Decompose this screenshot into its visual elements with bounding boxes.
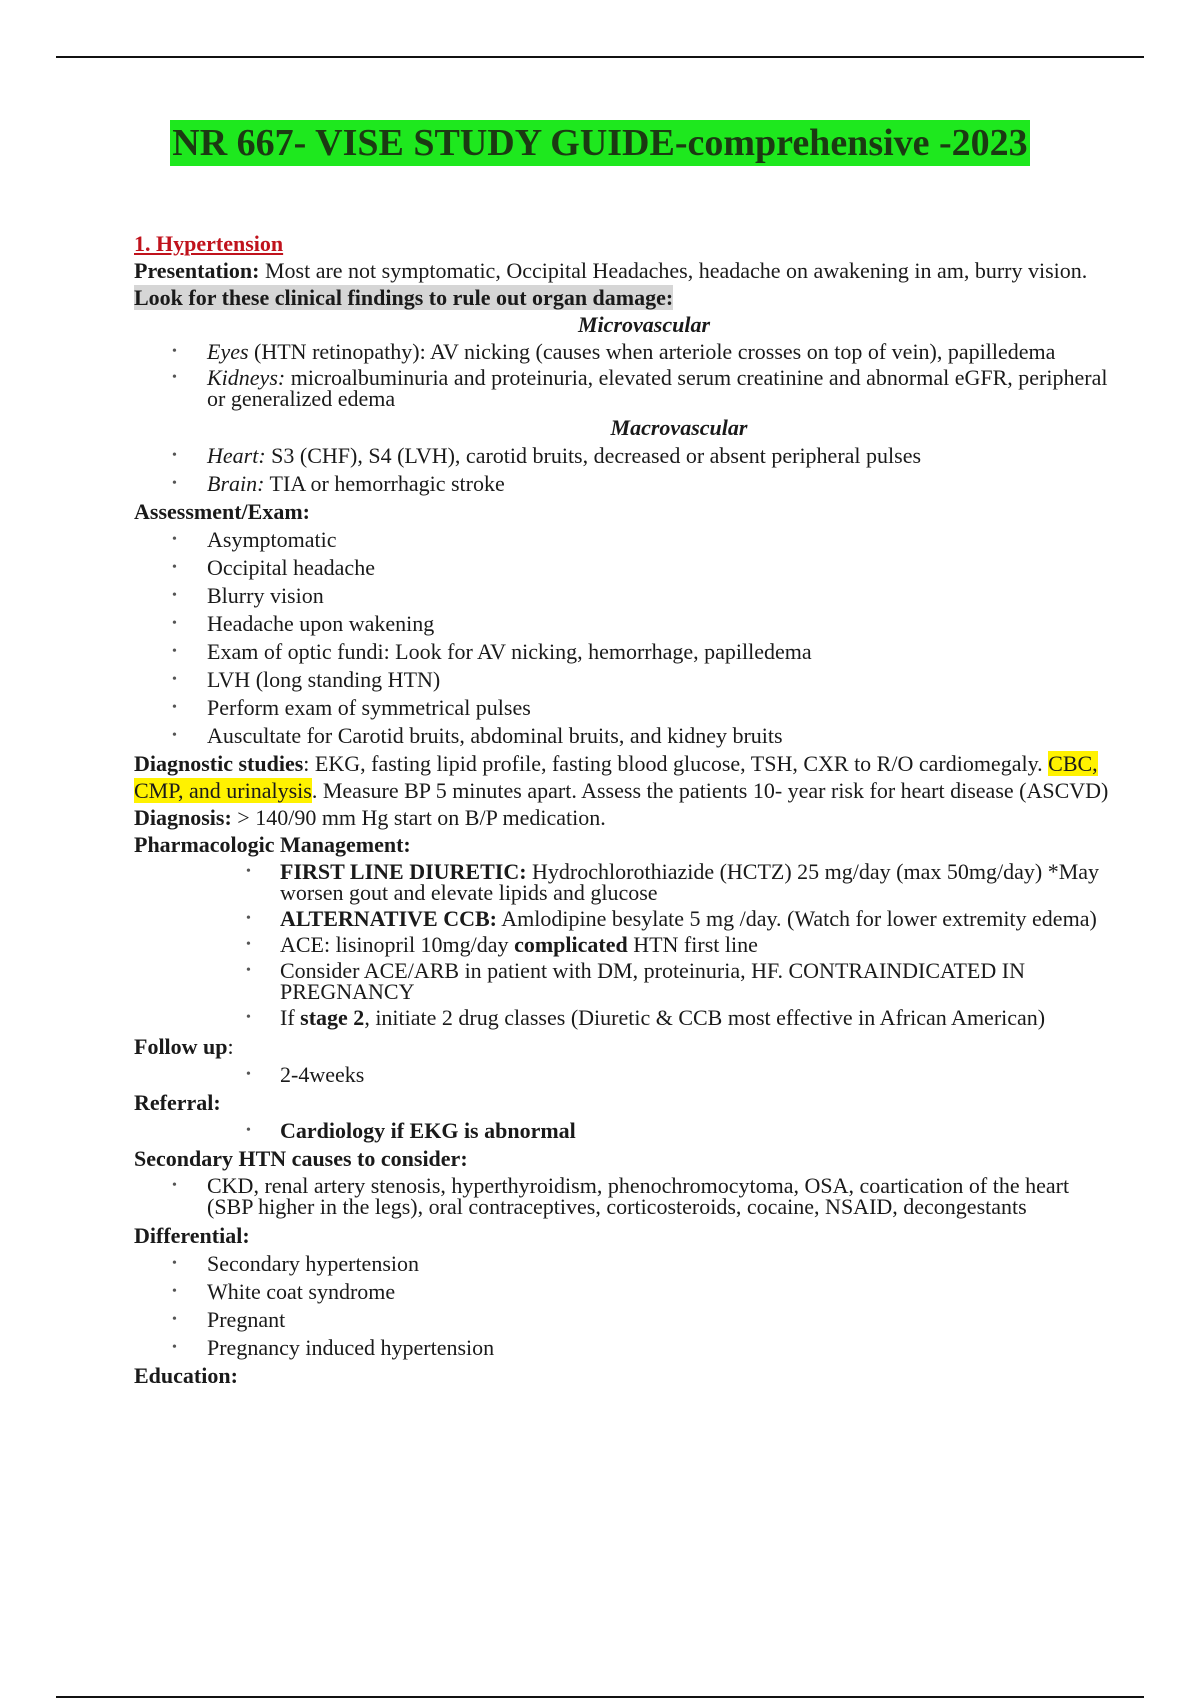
list-item — [134, 666, 1114, 693]
organ-damage-label: Look for these clinical findings to rule out organ damage: — [134, 285, 674, 310]
item-text: Pregnant — [207, 1307, 286, 1332]
item-term: Brain: — [207, 471, 265, 496]
list-item — [134, 908, 1114, 929]
item-text: Secondary hypertension — [207, 1251, 419, 1276]
bullet-icon: • — [172, 616, 177, 631]
list-item — [134, 526, 1114, 553]
item-term: Eyes — [207, 339, 249, 364]
presentation-label: Presentation: — [134, 258, 260, 283]
macrovascular-heading: Macrovascular — [610, 415, 748, 440]
item-text: Blurry vision — [207, 583, 324, 608]
bullet-icon: • — [172, 560, 177, 575]
item-text: CKD, renal artery stenosis, hyperthyroidism, phenochromocytoma, OSA, coartication of the heart (SBP higher in the legs), oral contraceptives, corticosteroids, cocaine, NSAID, decongestants — [207, 1173, 1070, 1219]
list-item — [134, 1061, 1114, 1088]
bottom-rule — [56, 1696, 1144, 1698]
item-text-continued: HTN first line — [627, 932, 758, 957]
list-item — [134, 861, 1114, 903]
title-container — [0, 120, 1200, 166]
document-title: NR 667- VISE STUDY GUIDE-comprehensive -2023 — [172, 122, 1028, 164]
item-text: Perform exam of symmetrical pulses — [207, 695, 531, 720]
bullet-icon: • — [246, 1010, 251, 1025]
list-item — [134, 1306, 1114, 1333]
item-term: Kidneys: — [207, 365, 286, 390]
assessment-label: Assessment/Exam: — [134, 499, 310, 524]
differential-list — [134, 1250, 1114, 1361]
item-text: Amlodipine besylate 5 mg /day. (Watch for lower extremity edema) — [497, 906, 1097, 931]
education-label: Education: — [134, 1363, 238, 1388]
item-bold: complicated — [514, 932, 628, 957]
differential-label: Differential: — [134, 1223, 250, 1248]
list-item — [134, 638, 1114, 665]
section-heading — [134, 230, 1114, 257]
item-text: White coat syndrome — [207, 1279, 396, 1304]
bullet-icon: • — [172, 700, 177, 715]
item-text: microalbuminuria and proteinuria, elevated serum creatinine and abnormal eGFR, peripheral or generalized edema — [207, 365, 1108, 411]
list-item — [134, 1175, 1114, 1217]
list-item — [134, 582, 1114, 609]
diagnostic-text-continued: . Measure BP 5 minutes apart. Assess the patients 10- year risk for heart disease (ASCVD) — [311, 778, 1109, 803]
list-item — [134, 934, 1114, 955]
bullet-icon: • — [172, 344, 177, 359]
pharm-list — [134, 861, 1114, 1028]
followup-label: Follow up — [134, 1034, 228, 1059]
list-item — [134, 1007, 1114, 1028]
list-item — [134, 694, 1114, 721]
bullet-icon: • — [172, 448, 177, 463]
pharm-label: Pharmacologic Management: — [134, 832, 411, 857]
item-text: LVH (long standing HTN) — [207, 667, 441, 692]
item-text: Occipital headache — [207, 555, 375, 580]
item-text: Cardiology if EKG is abnormal — [280, 1118, 576, 1143]
list-item — [134, 341, 1114, 362]
bullet-icon: • — [172, 476, 177, 491]
microvascular-list — [134, 341, 1114, 409]
item-text: If — [280, 1005, 301, 1030]
bullet-icon: • — [172, 532, 177, 547]
organ-damage-line — [134, 284, 1114, 311]
list-item — [134, 470, 1114, 497]
list-item — [134, 960, 1114, 1002]
bullet-icon: • — [172, 644, 177, 659]
bullet-icon: • — [246, 864, 251, 879]
referral-list — [134, 1117, 1114, 1144]
item-text-continued: , initiate 2 drug classes (Diuretic & CCB most effective in African American) — [364, 1005, 1046, 1030]
macrovascular-list — [134, 442, 1114, 497]
bullet-icon: • — [172, 1178, 177, 1193]
top-rule — [56, 56, 1144, 58]
item-text: TIA or hemorrhagic stroke — [264, 471, 505, 496]
diagnosis-text: > 140/90 mm Hg start on B/P medication. — [231, 805, 606, 830]
list-item — [134, 722, 1114, 749]
presentation-paragraph — [134, 257, 1114, 284]
followup-list — [134, 1061, 1114, 1088]
item-text: Hydrochlorothiazide (HCTZ) 25 mg/day (max 50mg/day) *May worsen gout and elevate lipids and glucose — [280, 859, 1100, 905]
secondary-label: Secondary HTN causes to consider: — [134, 1146, 468, 1171]
item-bold: FIRST LINE DIURETIC: — [280, 859, 527, 884]
list-item — [134, 1117, 1114, 1144]
list-item — [134, 610, 1114, 637]
section-number: 1. — [134, 231, 151, 256]
assessment-list — [134, 526, 1114, 749]
diagnosis-label: Diagnosis: — [134, 805, 232, 830]
item-text: Consider ACE/ARB in patient with DM, proteinuria, HF. CONTRAINDICATED IN PREGNANCY — [280, 958, 1025, 1004]
microvascular-heading: Microvascular — [578, 312, 710, 337]
item-text: Pregnancy induced hypertension — [207, 1335, 495, 1360]
secondary-list — [134, 1175, 1114, 1217]
diagnosis-paragraph — [134, 804, 1114, 831]
bullet-icon: • — [246, 911, 251, 926]
document-body — [134, 230, 1114, 1389]
list-item — [134, 1250, 1114, 1277]
item-term: Heart: — [207, 443, 266, 468]
presentation-text: Most are not symptomatic, Occipital Headaches, headache on awakening in am, burry vision. — [259, 258, 1088, 283]
bullet-icon: • — [172, 1312, 177, 1327]
list-item — [134, 554, 1114, 581]
item-text: Asymptomatic — [207, 527, 337, 552]
item-text: S3 (CHF), S4 (LVH), carotid bruits, decreased or absent peripheral pulses — [265, 443, 922, 468]
bullet-icon: • — [246, 1123, 251, 1138]
item-text: (HTN retinopathy): AV nicking (causes when arteriole crosses on top of vein), papilledema — [248, 339, 1056, 364]
diagnostic-label: Diagnostic studies — [134, 751, 304, 776]
item-bold: stage 2 — [300, 1005, 365, 1030]
referral-label: Referral: — [134, 1090, 221, 1115]
item-text: Exam of optic fundi: Look for AV nicking, hemorrhage, papilledema — [207, 639, 812, 664]
item-text: Auscultate for Carotid bruits, abdominal bruits, and kidney bruits — [207, 723, 783, 748]
item-text: 2-4weeks — [280, 1062, 365, 1087]
followup-colon: : — [227, 1034, 234, 1059]
followup-heading — [134, 1033, 1114, 1060]
diagnostic-highlight: CBC, CMP, and urinalysis — [134, 751, 1098, 803]
bullet-icon: • — [172, 728, 177, 743]
bullet-icon: • — [172, 1284, 177, 1299]
diagnostic-paragraph — [134, 750, 1114, 804]
bullet-icon: • — [246, 937, 251, 952]
bullet-icon: • — [246, 1067, 251, 1082]
bullet-icon: • — [246, 963, 251, 978]
list-item — [134, 442, 1114, 469]
bullet-icon: • — [172, 1256, 177, 1271]
bullet-icon: • — [172, 672, 177, 687]
diagnostic-text: : EKG, fasting lipid profile, fasting blood glucose, TSH, CXR to R/O cardiomegaly. — [303, 751, 1049, 776]
item-text: Headache upon wakening — [207, 611, 435, 636]
section-name: Hypertension — [156, 231, 284, 256]
bullet-icon: • — [172, 370, 177, 385]
item-bold: ALTERNATIVE CCB: — [280, 906, 497, 931]
bullet-icon: • — [172, 1340, 177, 1355]
list-item — [134, 1334, 1114, 1361]
list-item — [134, 367, 1114, 409]
item-text: ACE: lisinopril 10mg/day — [280, 932, 515, 957]
bullet-icon: • — [172, 588, 177, 603]
list-item — [134, 1278, 1114, 1305]
